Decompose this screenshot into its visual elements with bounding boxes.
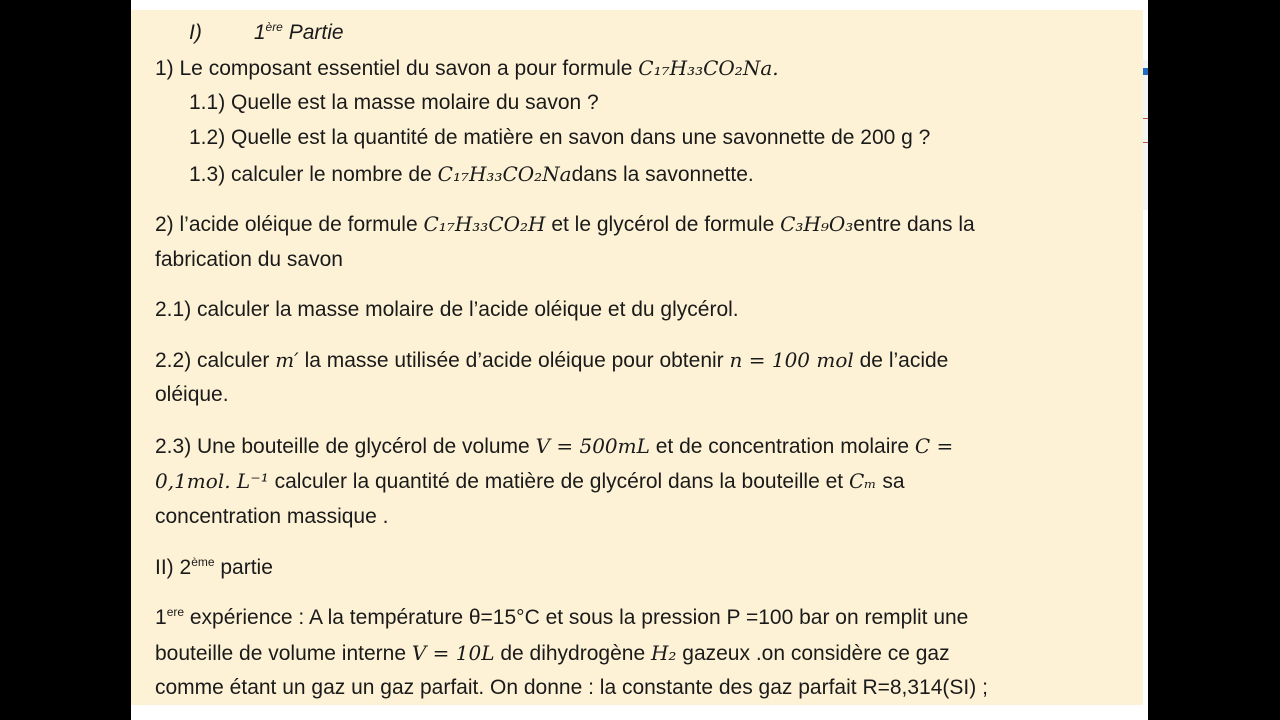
- part-title-rest: Partie: [282, 21, 344, 44]
- experience-1-line2: [155, 641, 950, 666]
- question-1-2: 1.2) Quelle est la quantité de matière en savon dans une savonnette de 200 g ?: [189, 126, 931, 149]
- question-2-1: 2.1) calculer la masse molaire de l’acide oléique et du glycérol.: [155, 298, 739, 321]
- text: expérience : A la température θ=15°C et sous la pression P =100 bar on remplit une: [184, 606, 969, 629]
- question-2-3: [155, 434, 953, 459]
- text: calculer la quantité de matière de glycérol dans la bouteille et: [268, 470, 849, 493]
- text: partie: [214, 556, 273, 579]
- text: de l’acide: [853, 349, 949, 372]
- sup: ere: [166, 605, 185, 619]
- formula: V = 500mL: [535, 434, 650, 458]
- text: 1.3) calculer le nombre de: [189, 163, 438, 186]
- sup: ème: [191, 555, 215, 569]
- text: 2.3) Une bouteille de glycérol de volume: [155, 435, 536, 458]
- question-2: [155, 212, 975, 237]
- formula: Cₘ: [848, 469, 877, 493]
- text: gazeux .on considère ce gaz: [676, 642, 950, 665]
- formula: C₁₇H₃₃CO₂H: [423, 212, 546, 236]
- part-number: I): [189, 21, 202, 44]
- formula: C₁₇H₃₃CO₂Na.: [638, 56, 779, 80]
- part-title: 1: [253, 21, 266, 44]
- text: dans la savonnette.: [571, 163, 754, 186]
- text: et le glycérol de formule: [545, 213, 781, 236]
- formula: C₁₇H₃₃CO₂Na: [437, 162, 572, 186]
- text: 1) Le composant essentiel du savon a pour formule: [155, 57, 633, 80]
- formula: V = 10L: [411, 641, 495, 665]
- formula: C =: [914, 434, 954, 458]
- text: la masse utilisée d’acide oléique pour obtenir: [298, 349, 730, 372]
- text: bouteille de volume interne: [155, 642, 412, 665]
- background-window-strip: [1143, 60, 1148, 210]
- question-1-1: 1.1) Quelle est la masse molaire du savon ?: [189, 91, 599, 114]
- experience-1-line1: [155, 605, 968, 630]
- question-1: [155, 56, 779, 81]
- document-margin: [131, 10, 143, 705]
- text: 2) l’acide oléique de formule: [155, 213, 424, 236]
- text: entre dans la: [853, 213, 975, 236]
- part2-heading: [155, 555, 273, 580]
- text: de dihydrogène: [494, 642, 651, 665]
- question-2-3-line3: concentration massique .: [155, 505, 389, 528]
- question-2-2-line2: oléique.: [155, 383, 229, 406]
- text: et de concentration molaire: [649, 435, 915, 458]
- text: 2.2) calculer: [155, 349, 276, 372]
- formula: C₃H₉O₃: [780, 212, 854, 236]
- formula: m′: [275, 348, 299, 372]
- question-2-3-line2: [155, 469, 905, 494]
- experience-1-line3: comme étant un gaz un gaz parfait. On donne : la constante des gaz parfait R=8,314(SI) ;: [155, 676, 988, 699]
- text: II) 2: [155, 556, 192, 579]
- question-2-line2: fabrication du savon: [155, 248, 343, 271]
- sup: ère: [265, 20, 283, 34]
- text: sa: [876, 470, 905, 493]
- question-1-3: [189, 162, 754, 187]
- formula: H₂: [650, 641, 677, 665]
- formula: n = 100 mol: [729, 348, 854, 372]
- part1-heading: [189, 20, 344, 45]
- formula: 0,1mol. L⁻¹: [155, 469, 269, 493]
- question-2-2: [155, 348, 948, 373]
- text: 1: [155, 606, 167, 629]
